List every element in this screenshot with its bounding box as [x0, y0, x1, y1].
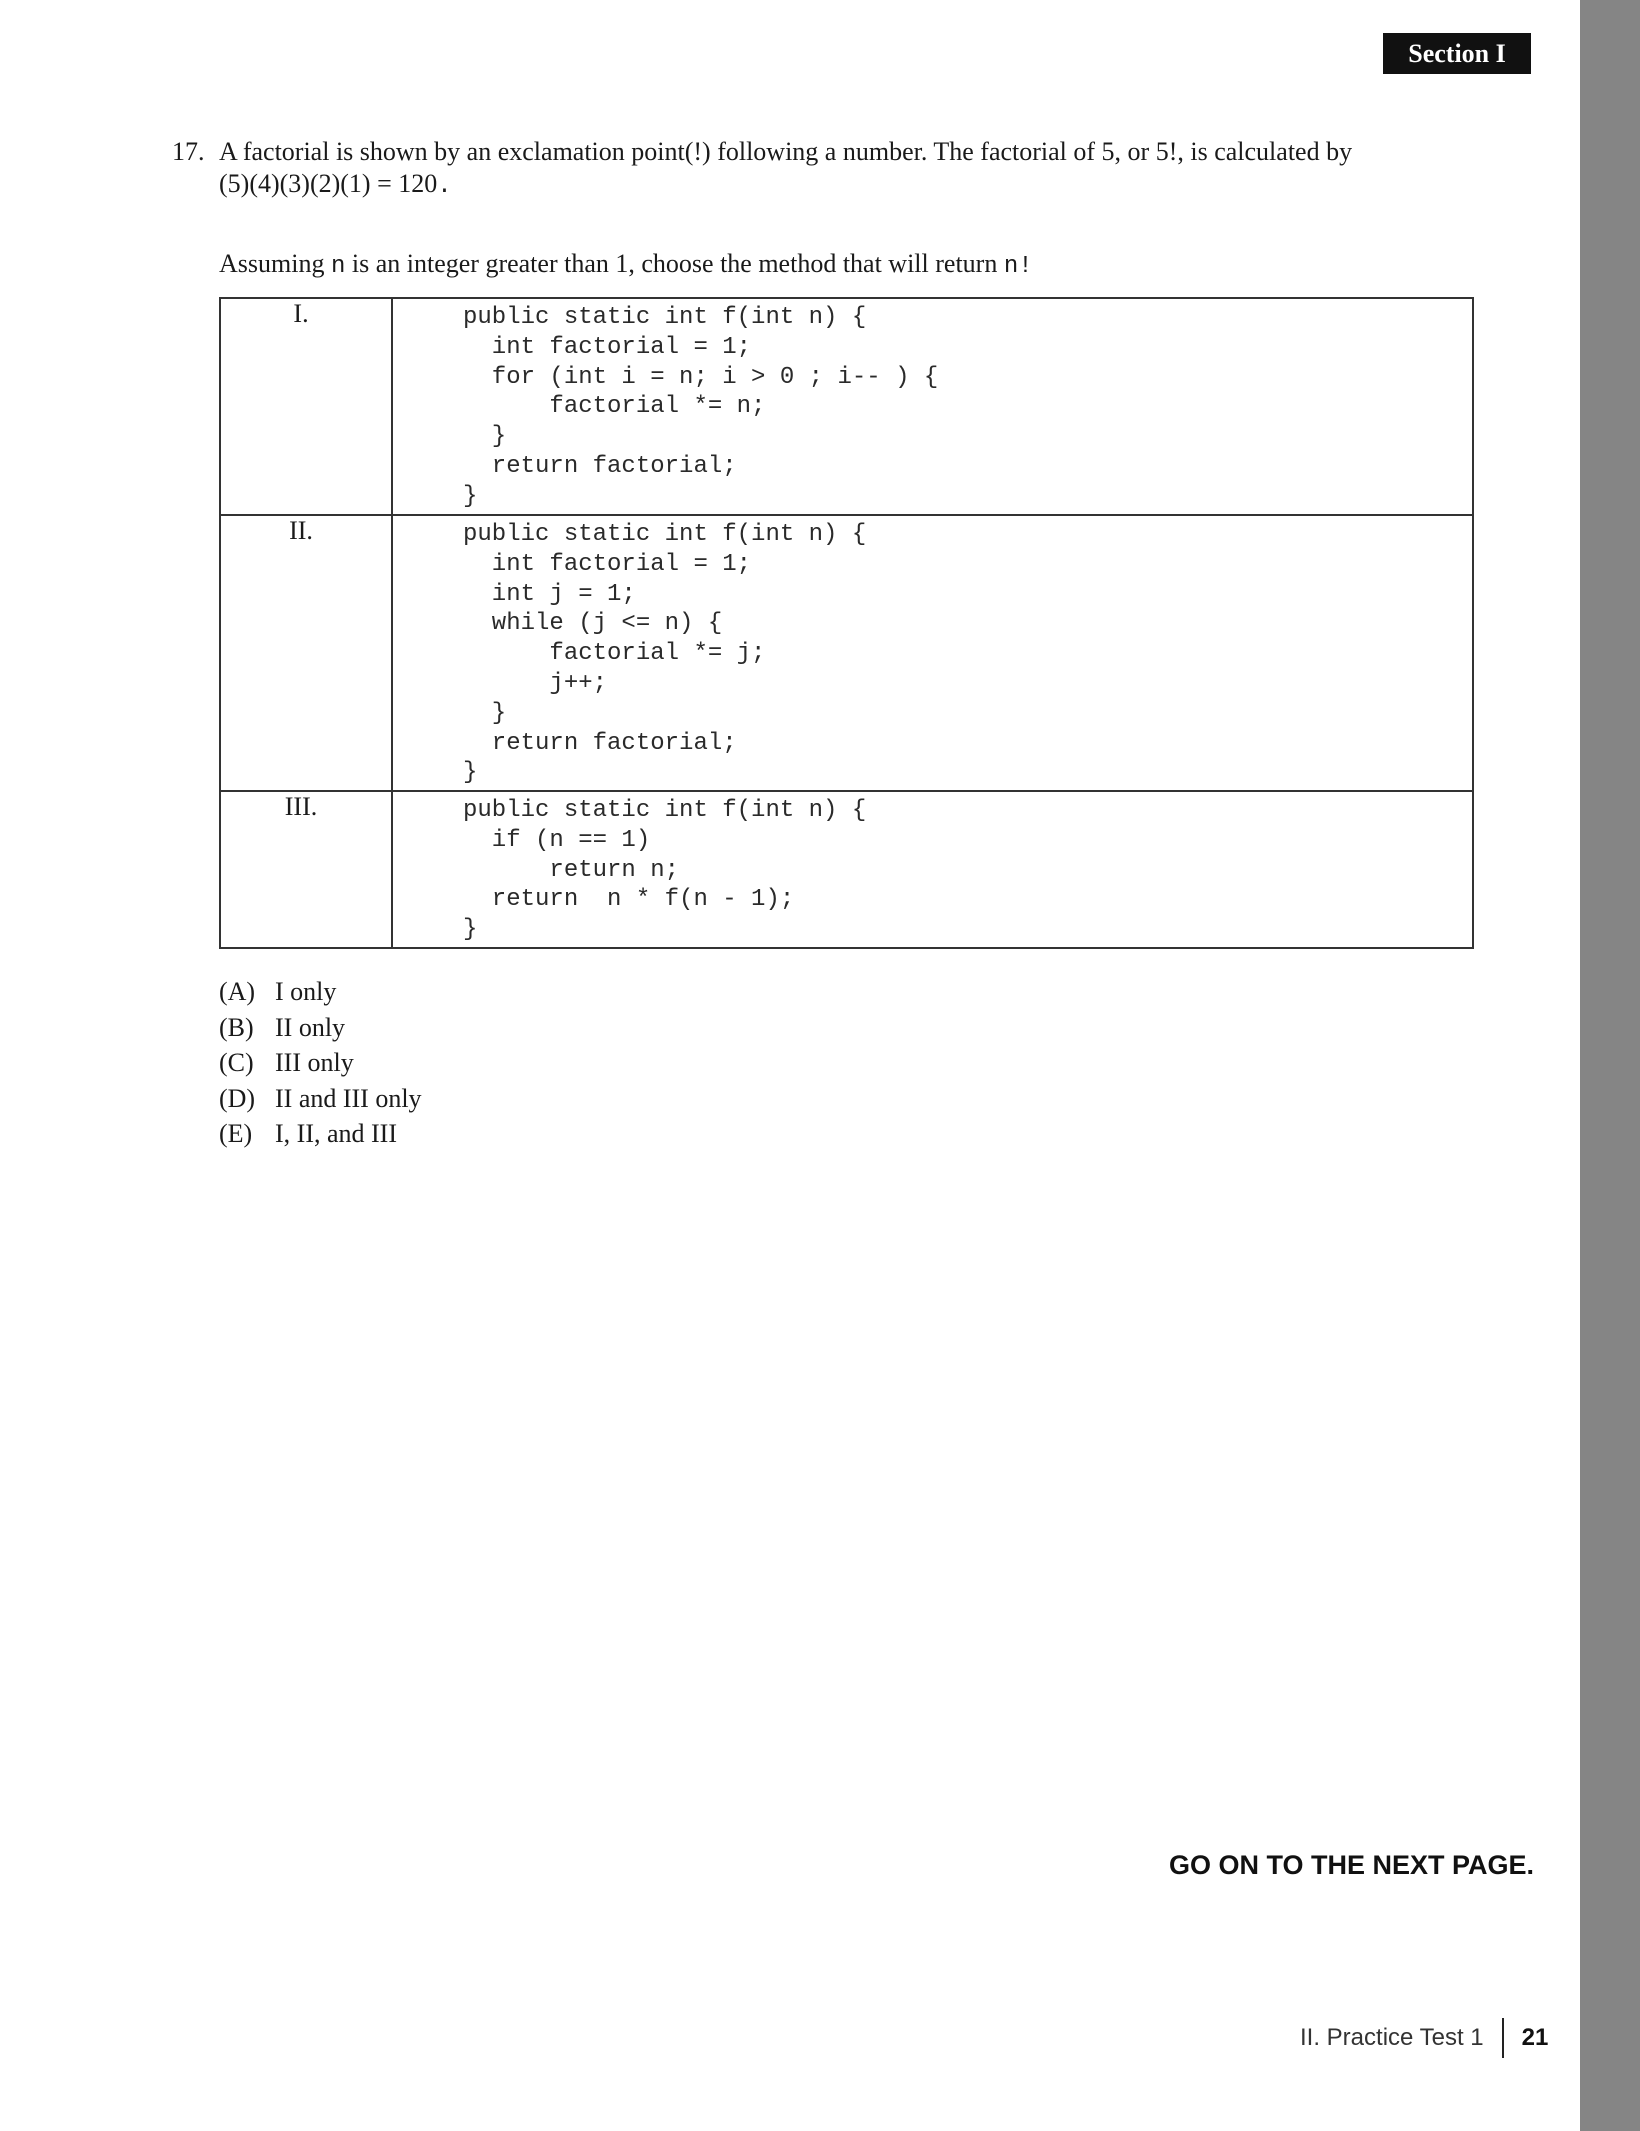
option-row-3: [220, 791, 1473, 948]
choice-text: I, II, and III: [275, 1119, 397, 1148]
question-stem: [172, 136, 1392, 203]
option-row-1: [220, 298, 1473, 515]
go-on-instruction: GO ON TO THE NEXT PAGE.: [1169, 1850, 1535, 1880]
code-block: public static int f(int n) { int factorial = 1; for (int i = n; i > 0 ; i-- ) { factorial *= n; } return factorial; }: [463, 304, 939, 510]
option-label-cell: [220, 791, 392, 948]
option-label: II.: [289, 516, 313, 545]
choice-letter: (A): [219, 977, 256, 1006]
code-block: public static int f(int n) { int factorial = 1; int j = 1; while (j <= n) { factorial *= j; j++; } return factorial; }: [463, 521, 867, 787]
choice-text: I only: [275, 977, 337, 1006]
question-line-2: [219, 168, 1392, 203]
option-label-cell: [220, 298, 392, 515]
option-label: III.: [284, 792, 318, 821]
option-code-cell: [392, 298, 1473, 515]
choice-letter: (B): [219, 1012, 254, 1042]
page-footer: [1300, 2018, 1548, 2058]
question-line-1: A factorial is shown by an exclamation point(!) following a number. The factorial of 5, or 5!, is calculated by: [219, 137, 1353, 166]
answer-choice-c[interactable]: [219, 1045, 422, 1081]
answer-choice-a[interactable]: [219, 974, 422, 1010]
choice-text: II and III only: [275, 1083, 422, 1113]
question-prompt: [219, 248, 1033, 283]
choice-letter: (D): [219, 1083, 256, 1113]
footer-divider: [1502, 2018, 1504, 2058]
page-number: 21: [1521, 2024, 1549, 2051]
footer-label: II. Practice Test 1: [1300, 2024, 1484, 2051]
prompt-var-1: n: [330, 253, 346, 280]
prompt-end: !: [1018, 253, 1033, 280]
code-block: public static int f(int n) { if (n == 1) return n; return n * f(n - 1); }: [463, 797, 867, 944]
answer-choice-b[interactable]: [219, 1010, 422, 1046]
options-table: [219, 297, 1474, 949]
option-code-cell: [392, 515, 1473, 791]
answer-choice-e[interactable]: [219, 1116, 422, 1152]
option-label-cell: [220, 515, 392, 791]
factorial-example: (5)(4)(3)(2)(1) = 120: [219, 169, 438, 198]
question-text: [219, 136, 1392, 203]
option-label: I.: [293, 299, 309, 328]
choice-letter: (E): [219, 1119, 253, 1148]
choice-text: III only: [275, 1048, 354, 1077]
answer-choice-d[interactable]: [219, 1081, 422, 1117]
question-number: 17.: [172, 137, 205, 166]
question-line-2-end: .: [437, 173, 452, 200]
page-edge-bar: [1580, 0, 1640, 2131]
prompt-part-1: Assuming: [219, 249, 331, 278]
choice-letter: (C): [219, 1048, 254, 1077]
prompt-var-2: n: [1003, 253, 1019, 280]
answer-choices: [219, 974, 422, 1152]
option-code-cell: [392, 791, 1473, 948]
section-tab: Section I: [1383, 33, 1531, 74]
option-row-2: [220, 515, 1473, 791]
prompt-part-2: is an integer greater than 1, choose the method that will return: [345, 249, 1004, 278]
choice-text: II only: [275, 1012, 346, 1042]
